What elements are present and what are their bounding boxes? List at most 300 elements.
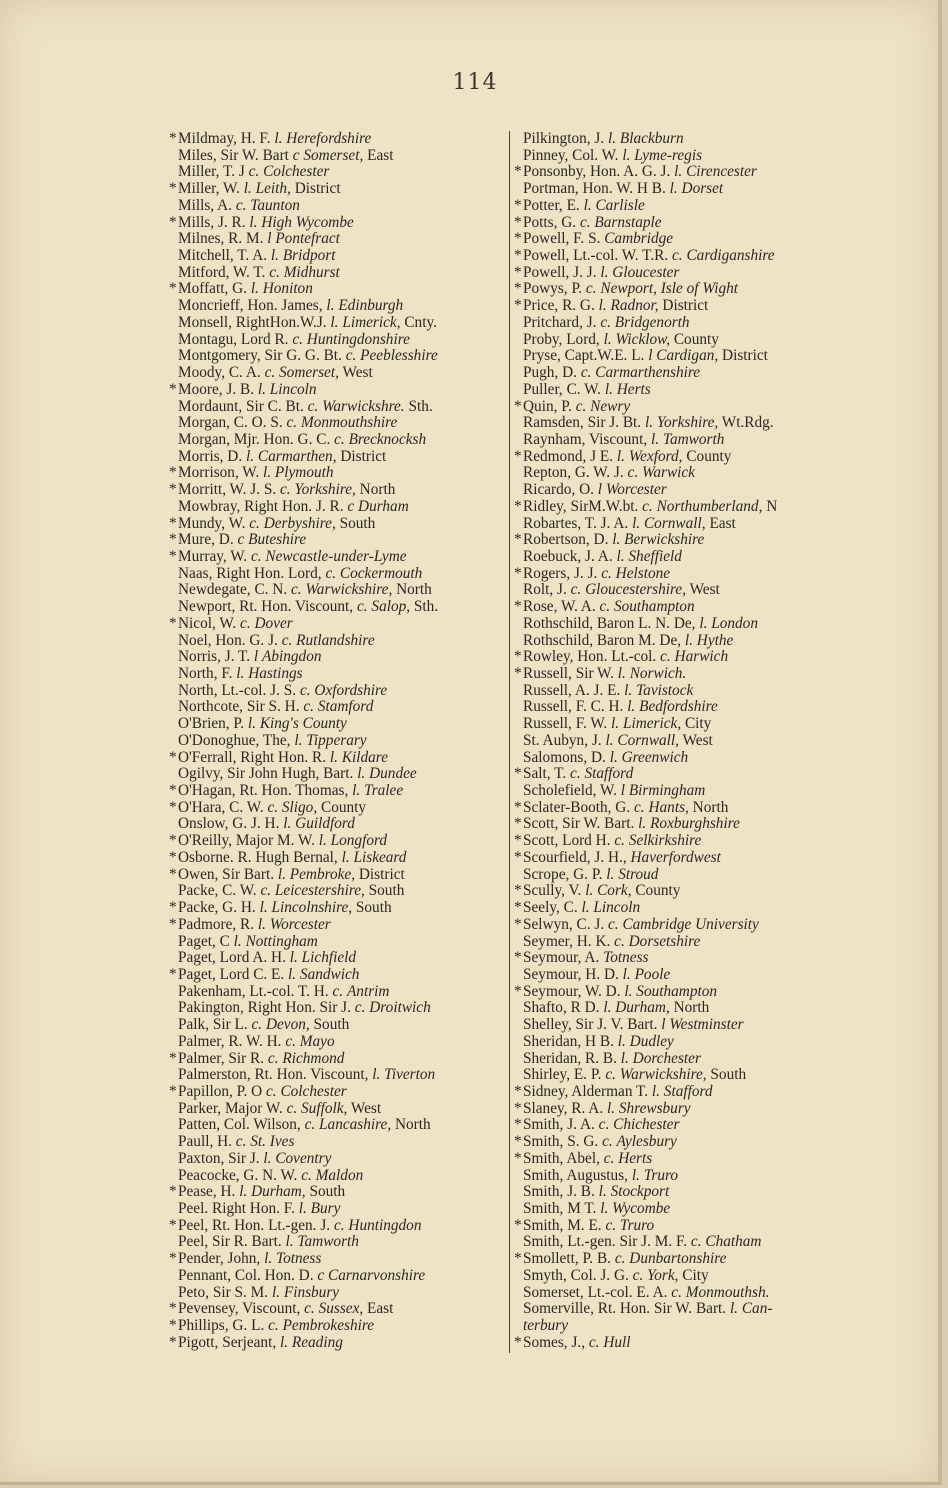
member-name: O'Donoghue, The, [178,731,291,749]
member-entry [160,1201,508,1218]
division: West [682,731,713,749]
member-name: Mills, A. [178,196,232,214]
member-name: Repton, G. W. J. [523,464,624,482]
member-entry [160,399,508,416]
party-type: l. [612,531,621,549]
party-type: c. [602,1133,613,1151]
division: North [396,581,432,599]
member-entry [160,566,508,583]
new-member-mark: * [514,497,522,515]
new-member-mark: * [169,915,177,933]
party-type: l. [605,731,614,749]
constituency: Lyme-regis [634,146,703,164]
party-type: l. [616,547,625,565]
member-entry [511,415,856,432]
member-entry [160,766,508,783]
member-entry [511,582,856,599]
member-name: Ridley, SirM.W.bt. [523,497,639,515]
member-entry [511,1184,856,1201]
party-type: c. [235,1133,247,1151]
member-name: Newdegate, C. N. [178,581,288,599]
party-type: c. [690,1233,702,1251]
column-divider [509,131,510,1353]
party-type: c. [281,631,293,649]
party-type: l. [624,982,633,1000]
member-entry [160,616,508,633]
new-member-mark: * [514,899,522,917]
party-type: l. [585,882,594,900]
constituency: Wexford, [628,447,683,465]
constituency: Sussex, [318,1300,364,1318]
party-type: l. [263,1149,272,1167]
constituency: Cornwall, [617,731,680,749]
party-type: c. [303,698,314,716]
member-name: Mordaunt, Sir C. Bt. [178,397,304,415]
member-entry [511,1318,856,1335]
member-entry [160,1017,508,1034]
member-name: Ogilvy, Sir John Hugh, Bart. [178,765,354,783]
party-type: l. [372,1066,381,1084]
new-member-mark: * [169,380,177,398]
member-entry [511,281,856,298]
constituency: High Wycombe [261,213,354,231]
constituency: Nottingham [245,932,318,950]
member-name: Salomons, D. [523,748,606,766]
member-entry [160,198,508,215]
new-member-mark: * [169,798,177,816]
party-type: l. [326,297,335,315]
member-entry [160,499,508,516]
constituency: Bury [310,1200,341,1217]
member-name: Somerville, Rt. Hon. Sir W. Bart. [523,1300,727,1318]
member-name: Seely, C. [523,899,578,917]
member-name: Russell, A. J. E. [523,681,621,699]
constituency: Kildare [341,748,388,766]
constituency: Abingdon [262,648,322,666]
new-member-mark: * [514,1149,522,1167]
member-entry [160,800,508,817]
member-name: Portman, Hon. W. H B. [523,180,666,198]
constituency: Tralee [364,782,404,800]
member-name: Price, R. G. [523,297,595,315]
member-entry [160,1134,508,1151]
party-type: l. [271,1283,281,1301]
member-name: Pritchard, J. [523,313,597,331]
new-member-mark: * [514,832,522,850]
member-name: Scrope, G. P. [523,865,603,883]
party-type: l. [624,681,633,699]
member-entry [511,532,856,549]
party-type: l. [246,447,255,465]
member-entry [160,934,508,951]
member-entry [511,499,856,516]
constituency: Huntingdon [348,1216,422,1234]
division: County [321,798,367,816]
constituency: Taunton [250,196,300,214]
constituency: Sheffield [628,547,682,565]
party-type: l. [669,180,678,198]
constituency: Sligo, [281,798,318,816]
constituency: Totness [275,1250,322,1268]
division: District [358,865,405,883]
party-type: l. [236,665,245,682]
member-name: Parker, Major W. [178,1099,283,1117]
constituency: Helstone [615,564,671,582]
member-name: Sidney, Alderman T. [523,1082,649,1100]
member-entry [160,1101,508,1118]
member-name: Rothschild, Baron L. N. De, [523,614,696,632]
member-name: Ricardo, O. [523,481,594,499]
constituency: Aylesbury [616,1133,677,1151]
member-entry [160,984,508,1001]
constituency: Stroud [618,865,659,883]
constituency: Leith, [255,180,291,198]
constituency: Haverfordwest [630,848,721,866]
new-member-mark: * [514,949,522,967]
party-type: l. [264,1250,273,1268]
member-entry [160,833,508,850]
new-member-mark: * [169,1049,177,1067]
new-member-mark: * [514,297,522,315]
division: South [710,1066,747,1084]
member-name: Sclater-Booth, G. [523,798,631,816]
new-member-mark: * [514,1099,522,1117]
party-type: l. [632,514,641,532]
constituency: Warwick [642,464,695,482]
party-type: l. [341,848,350,866]
constituency: Pembrokeshire [282,1317,375,1335]
new-member-mark: * [169,280,177,298]
member-name: Mildmay, H. F. [178,130,271,147]
division: North [359,481,396,499]
member-entry [511,148,856,165]
member-name: Seymour, H. D. [523,965,619,983]
constituency: Durham, [251,1183,306,1201]
new-member-mark: * [514,280,522,298]
member-name: O'Reilly, Major M. W. [178,832,315,850]
member-entry [160,215,508,232]
party-type: c. [285,1032,296,1050]
party-type: l. [294,731,303,749]
member-name: Russell, F. C. H. [523,698,624,716]
constituency: Longford [330,832,388,850]
constituency: Limerick, [342,313,401,331]
member-entry [511,1285,856,1302]
member-entry [511,833,856,850]
member-entry [160,867,508,884]
member-entry [160,633,508,650]
member-name: Palmerston, Rt. Hon. Viscount, [178,1066,369,1084]
party-type: c. [601,564,612,582]
member-entry [511,967,856,984]
member-entry [160,649,508,666]
party-type: c [317,1266,325,1284]
member-entry [160,365,508,382]
member-entry [160,449,508,466]
member-entry [160,415,508,432]
party-type: l. [257,380,266,398]
member-entry [511,599,856,616]
party-type: l. [598,1183,607,1201]
constituency: Tavistock [636,681,694,699]
party-type: c. [660,648,671,666]
member-entry [160,332,508,349]
constituency: Guildford [295,815,355,833]
division: West [342,364,373,382]
party-type: l. [622,965,631,983]
member-entry [511,549,856,566]
member-entry [160,1335,508,1352]
division: District [662,297,709,315]
constituency: Derbyshire, [263,514,336,532]
party-type: c. [632,1266,644,1284]
constituency: Droitwich [369,999,431,1017]
constituency: Maldon [315,1166,364,1184]
party-type: l. [604,380,613,398]
constituency: Plymouth [274,464,334,482]
member-entry [511,315,856,332]
member-name: Sheridan, R. B. [523,1049,617,1067]
constituency: Poole [634,965,671,983]
member-name: Smith, Lt.-gen. Sir J. M. F. [523,1233,688,1251]
member-name: Pease, H. [178,1183,236,1201]
constituency: Dorset [681,180,724,198]
party-type: c. [264,364,276,382]
member-name: Robartes, T. J. A. [523,514,629,532]
member-entry [511,248,856,265]
new-member-mark: * [514,848,522,866]
party-type: c. [267,798,279,816]
member-entry [160,465,508,482]
member-name: Montagu, Lord R. [178,330,289,348]
constituency: Southampton [636,982,718,1000]
member-entry [511,382,856,399]
member-entry [160,816,508,833]
member-entry [511,131,856,148]
constituency: Birmingham [628,782,706,800]
party-type: l. [651,1082,660,1100]
constituency: Newry [590,397,631,415]
member-entry [511,1034,856,1051]
constituency: Hants, [648,798,689,816]
constituency: Carmarthen, [257,447,337,465]
new-member-mark: * [169,1183,177,1201]
members-list-left-column [160,131,508,1351]
division: North [394,1116,431,1134]
party-type: l. [611,715,620,733]
member-entry [160,733,508,750]
member-entry [160,1151,508,1168]
constituency: Peeblesshire [360,347,438,365]
member-name: Palk, Sir L. [178,1016,248,1034]
member-name: Selwyn, C. J. [523,915,605,933]
division: District [294,180,341,198]
party-type: l [597,481,603,499]
member-name: Russell, Sir W. [523,665,614,682]
party-type: c. [671,1283,682,1301]
member-name: Somerset, Lt.-col. E. A. [523,1283,668,1301]
division: South [309,1183,346,1201]
new-member-mark: * [514,447,522,465]
member-entry [511,1084,856,1101]
member-name: Rothschild, Baron M. De, [523,631,682,649]
party-type: c. [634,798,645,816]
party-type: l. [644,414,654,432]
member-entry [160,716,508,733]
party-type: l. [263,464,272,482]
division: County [673,330,719,348]
party-type: c. [585,280,597,298]
constituency: Warwickshre. [322,397,405,415]
member-entry [511,365,856,382]
member-entry [160,516,508,533]
member-entry [511,883,856,900]
member-entry [511,1268,856,1285]
member-name: Scholefield, W. [523,782,617,800]
party-type: c. [280,481,291,499]
constituency: Liskeard [353,848,407,866]
constituency: Colchester [280,1082,347,1100]
constituency: Cornwall, [643,514,706,532]
member-entry [511,934,856,951]
member-name: Russell, F. W. [523,715,608,733]
party-type: l. [581,899,590,917]
constituency-continuation: terbury [523,1317,569,1335]
constituency: Dorsetshire [628,932,701,950]
member-entry [511,1335,856,1352]
member-entry [511,649,856,666]
constituency: Mayo [299,1032,335,1050]
constituency: Hythe [696,631,734,649]
member-name: Powell, F. S. [523,230,601,248]
member-name: Paget, Lord A. H. [178,949,286,967]
member-name: Paget, C [178,932,230,950]
member-name: Robertson, D. [523,531,609,549]
party-type: l. [729,1300,739,1318]
new-member-mark: * [514,648,522,666]
party-type: c. [304,1300,315,1318]
constituency: Norwich. [629,665,687,682]
party-type: l. [650,430,660,448]
constituency: Cardiganshire [686,247,775,265]
party-type: l. [603,330,612,348]
party-type: c. [269,263,280,281]
constituency: Cambridge University [622,915,759,933]
member-name: Smith, J. A. [523,1116,595,1134]
member-name: North, F. [178,665,233,682]
constituency: Gloucester [612,263,680,281]
new-member-mark: * [514,765,522,783]
constituency: Durham, [615,999,670,1017]
member-entry [511,1301,856,1318]
new-member-mark: * [169,865,177,883]
member-entry [160,231,508,248]
member-name: Ramsden, Sir J. Bt. [523,414,642,432]
party-type: c. [251,1016,263,1034]
constituency: Buteshire [248,531,307,549]
member-entry [160,382,508,399]
constituency: Rutlandshire [296,631,375,649]
member-name: Smollett, P. B. [523,1250,611,1268]
constituency: Cirencester [686,163,757,181]
member-name: St. Aubyn, J. [523,731,602,749]
new-member-mark: * [169,514,177,532]
constituency: Coventry [275,1149,332,1167]
member-name: Onslow, G. J. H. [178,815,280,833]
constituency: Edinburgh [338,297,404,315]
division: East [367,1300,394,1318]
constituency: Gloucestershire, [585,581,687,599]
party-type: c. [605,1216,617,1234]
party-type: l. [247,715,256,733]
member-entry [160,967,508,984]
member-name: Powell, J. J. [523,263,597,281]
division: N [766,497,778,515]
member-entry [511,1218,856,1235]
member-entry [160,1318,508,1335]
member-entry [511,800,856,817]
member-entry [511,1000,856,1017]
member-name: O'Hagan, Rt. Hon. Thomas, [178,782,349,800]
party-type: c. [603,1149,615,1167]
party-type: l. [606,865,615,883]
member-name: Puller, C. W. [523,380,602,398]
new-member-mark: * [169,1250,177,1268]
member-entry [511,750,856,767]
party-type: c. [580,364,592,382]
division: South [355,899,392,917]
constituency: Worcester [269,915,331,933]
new-member-mark: * [514,598,522,616]
constituency: King's County [259,715,347,733]
new-member-mark: * [169,180,177,198]
division: South [339,514,376,532]
party-type: c. [265,1082,277,1100]
member-name: Scourfield, J. H., [523,848,627,866]
constituency: Yorkshire, [656,414,719,432]
member-entry [160,432,508,449]
new-member-mark: * [169,1317,177,1335]
constituency: Limerick, [622,715,682,733]
party-type: c. [235,196,247,214]
constituency: Wicklow, [615,330,671,348]
party-type: c. [333,1216,345,1234]
new-member-mark: * [169,531,177,549]
party-type: l [661,1016,666,1034]
member-entry [160,1234,508,1251]
member-name: Sheridan, H B. [523,1032,614,1050]
new-member-mark: * [514,982,522,1000]
constituency: Leicestershire, [274,882,365,900]
constituency: Southampton [613,598,695,616]
member-name: Shirley, E. P. [523,1066,602,1084]
party-type: c. [268,1317,279,1335]
member-entry [511,215,856,232]
member-entry [511,616,856,633]
member-name: Northcote, Sir S. H. [178,698,300,716]
constituency: Bridport [282,247,336,265]
constituency: Newport, Isle of Wight [600,280,739,298]
member-name: Phillips, G. L. [178,1317,265,1335]
constituency: Westminster [669,1016,744,1034]
party-type: c. [570,581,582,599]
new-member-mark: * [514,815,522,833]
division: County [686,447,732,465]
member-name: Moffatt, G. [178,280,247,298]
member-entry [511,950,856,967]
constituency: Warwickshire, [619,1066,707,1084]
member-name: Miller, W. [178,180,240,198]
